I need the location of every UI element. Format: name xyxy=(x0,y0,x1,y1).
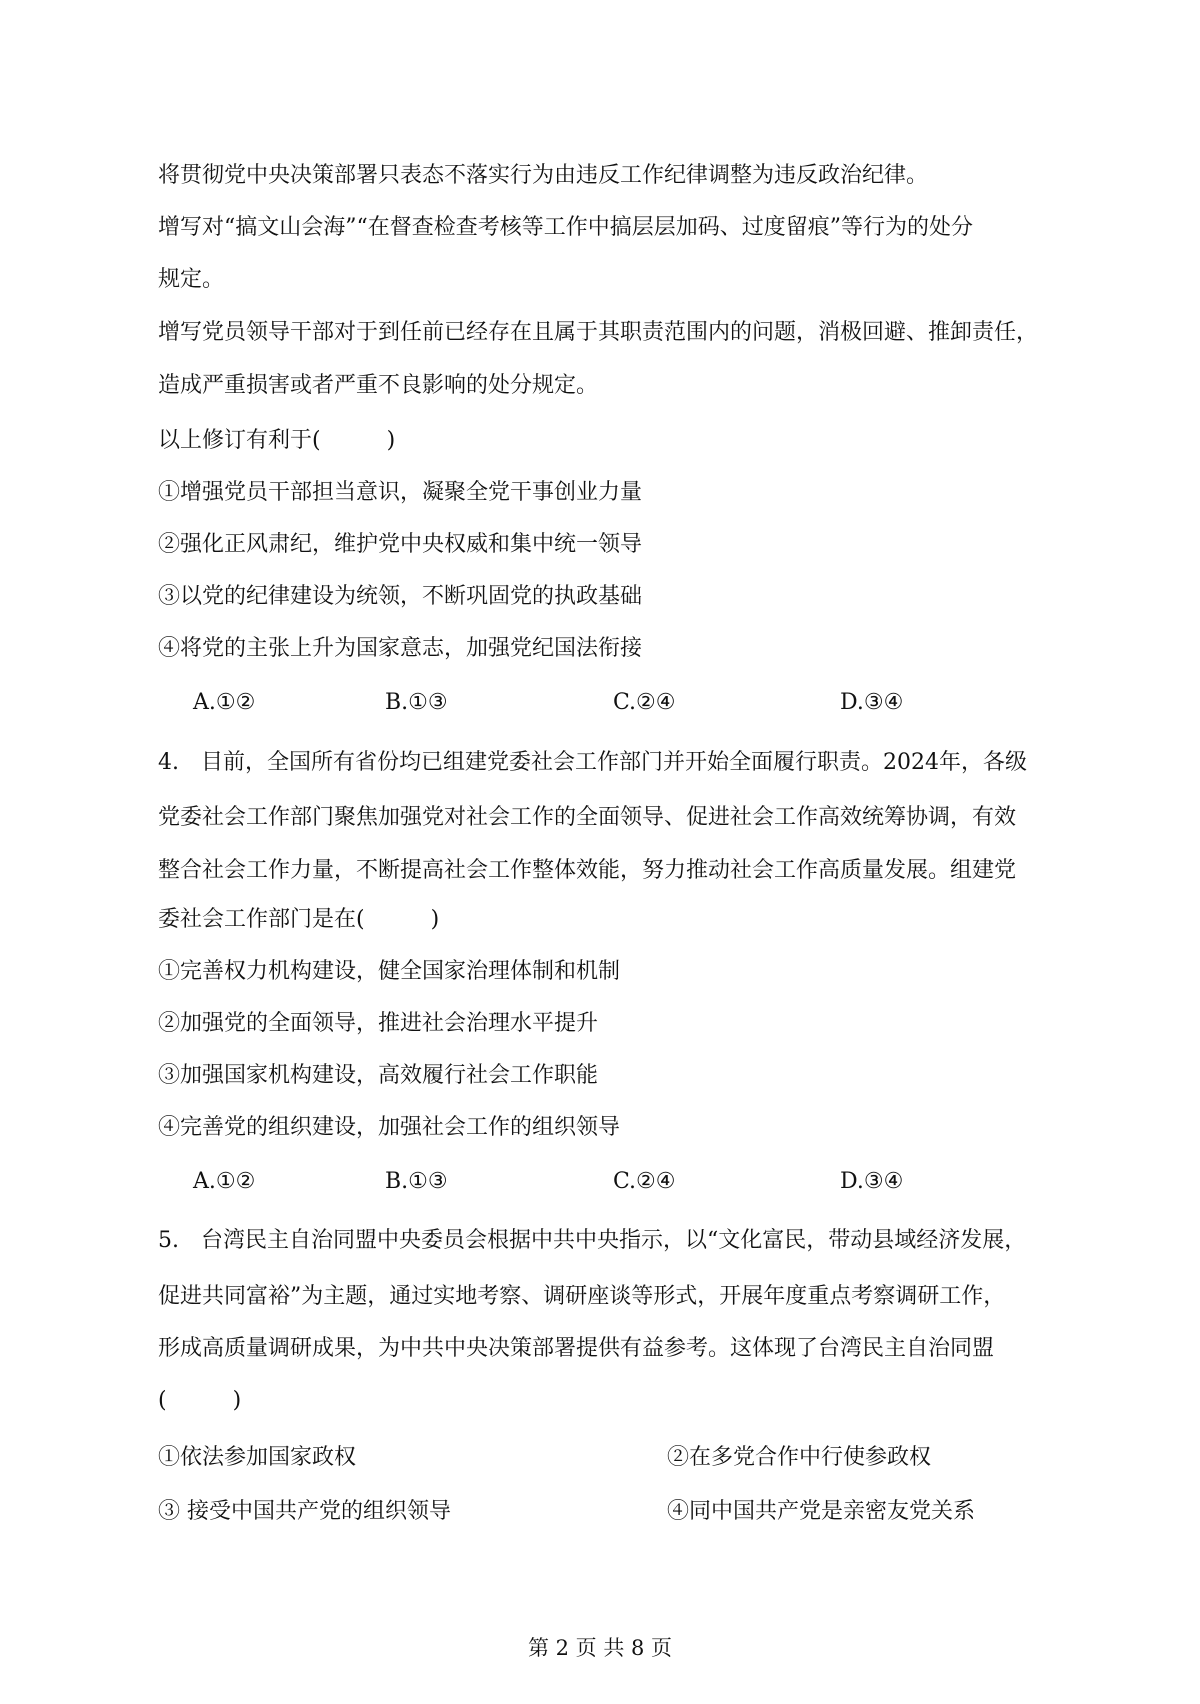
q3-option-a: A.①② xyxy=(193,690,256,715)
q4-stem-line-2: 党委社会工作部门聚焦加强党对社会工作的全面领导、促进社会工作高效统筹协调，有效 xyxy=(158,805,1017,830)
q5-stem-line-1: 5. 台湾民主自治同盟中央委员会根据中共中央指示，以“文化富民，带动县域经济发展， xyxy=(158,1228,1027,1253)
q4-item-2: ②加强党的全面领导，推进社会治理水平提升 xyxy=(158,1011,599,1036)
intro-line-5: 造成严重损害或者严重不良影响的处分规定。 xyxy=(158,373,599,398)
q5-item-3: ③ 接受中国共产党的组织领导 xyxy=(158,1499,451,1524)
q5-stem-line-4: ( ) xyxy=(158,1388,242,1413)
q4-option-b: B.①③ xyxy=(385,1169,448,1194)
q5-stem-line-2: 促进共同富裕”为主题，通过实地考察、调研座谈等形式，开展年度重点考察调研工作， xyxy=(158,1284,1006,1309)
q3-item-2: ②强化正风肃纪，维护党中央权威和集中统一领导 xyxy=(158,532,643,557)
q5-stem-line-3: 形成高质量调研成果，为中共中央决策部署提供有益参考。这体现了台湾民主自治同盟 xyxy=(158,1336,995,1361)
q3-option-d: D.③④ xyxy=(840,690,904,715)
q5-item-2: ②在多党合作中行使参政权 xyxy=(667,1445,932,1470)
q3-item-4: ④将党的主张上升为国家意志，加强党纪国法衔接 xyxy=(158,636,643,661)
q3-stem: 以上修订有利于( ) xyxy=(158,428,396,453)
q4-option-d: D.③④ xyxy=(840,1169,904,1194)
q4-item-4: ④完善党的组织建设，加强社会工作的组织领导 xyxy=(158,1115,621,1140)
q4-item-3: ③加强国家机构建设，高效履行社会工作职能 xyxy=(158,1063,599,1088)
q5-item-4: ④同中国共产党是亲密友党关系 xyxy=(667,1499,976,1524)
intro-line-4: 增写党员领导干部对于到任前已经存在且属于其职责范围内的问题，消极回避、推卸责任， xyxy=(158,320,1039,345)
q4-option-c: C.②④ xyxy=(613,1169,676,1194)
q4-option-a: A.①② xyxy=(193,1169,256,1194)
q3-option-b: B.①③ xyxy=(385,690,448,715)
q4-stem-line-1: 4. 目前，全国所有省份均已组建党委社会工作部门并开始全面履行职责。2024年，各级 xyxy=(158,750,1027,775)
q3-item-1: ①增强党员干部担当意识，凝聚全党干事创业力量 xyxy=(158,480,643,505)
intro-line-1: 将贯彻党中央决策部署只表态不落实行为由违反工作纪律调整为违反政治纪律。 xyxy=(158,163,929,188)
page-number-footer: 第 2 页 共 8 页 xyxy=(527,1636,673,1660)
q3-option-c: C.②④ xyxy=(613,690,676,715)
q4-stem-line-3: 整合社会工作力量，不断提高社会工作整体效能，努力推动社会工作高质量发展。组建党 xyxy=(158,858,1017,883)
intro-line-2: 增写对“搞文山会海”“在督查检查考核等工作中搞层层加码、过度留痕”等行为的处分 xyxy=(158,215,973,240)
q5-item-1: ①依法参加国家政权 xyxy=(158,1445,357,1470)
intro-line-3: 规定。 xyxy=(158,267,225,292)
q4-item-1: ①完善权力机构建设，健全国家治理体制和机制 xyxy=(158,959,621,984)
q3-item-3: ③以党的纪律建设为统领，不断巩固党的执政基础 xyxy=(158,584,643,609)
q4-stem-line-4: 委社会工作部门是在( ) xyxy=(158,907,440,932)
